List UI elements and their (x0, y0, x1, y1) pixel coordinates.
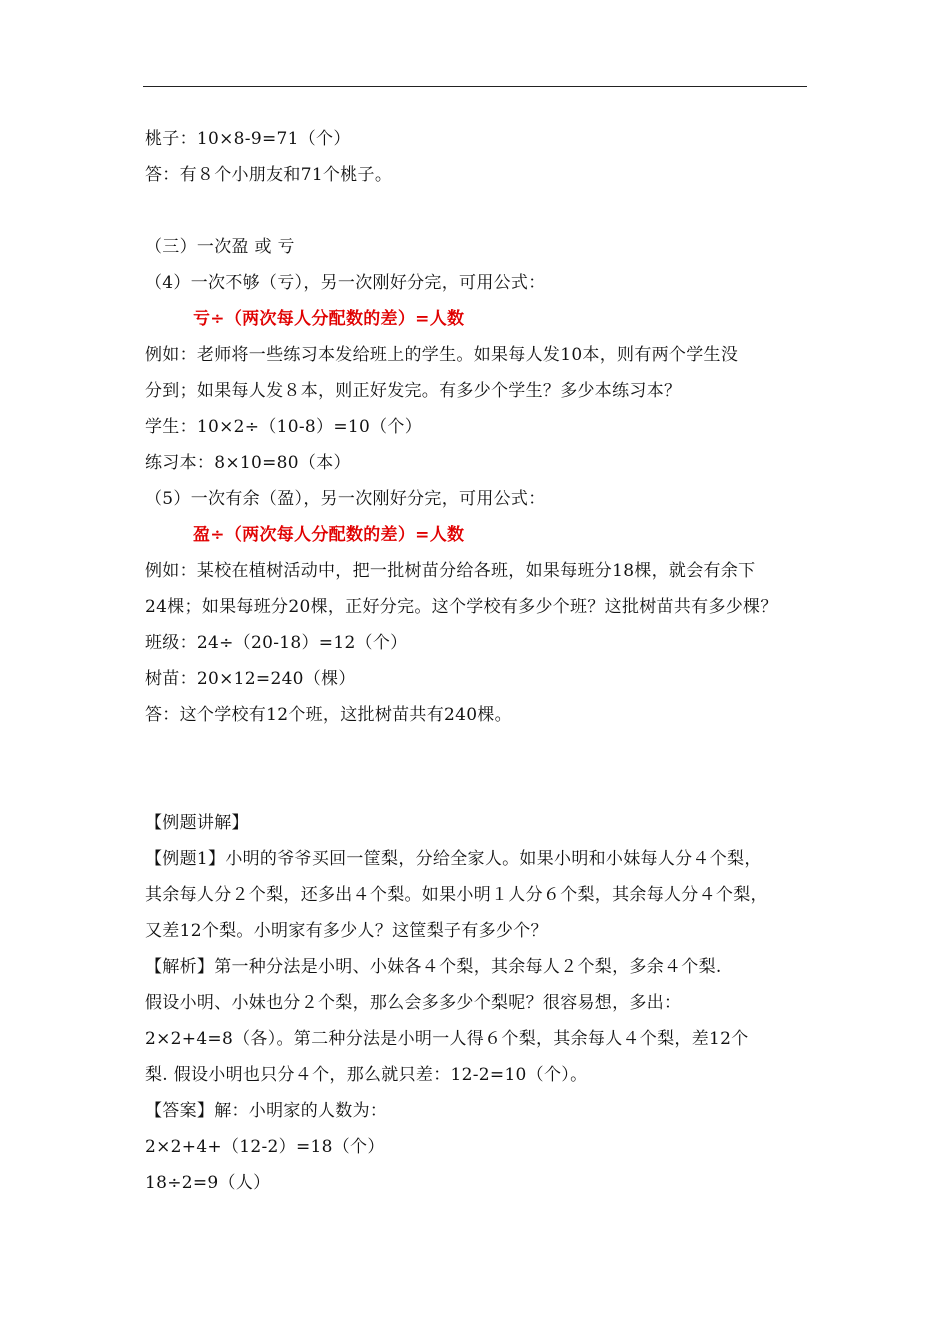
text-line: 例如：某校在植树活动中，把一批树苗分给各班，如果每班分18棵，就会有余下 (145, 561, 756, 581)
text-line: 其余每人分２个梨，还多出４个梨。如果小明１人分６个梨，其余每人分４个梨， (145, 885, 768, 905)
section-heading: （三）一次盈 或 亏 (145, 237, 295, 257)
text-line: 梨. 假设小明也只分４个，那么就只差：12-2=10（个）。 (145, 1065, 588, 1085)
text-line: 桃子：10×8-9=71（个） (145, 129, 351, 149)
text-line: 练习本：8×10=80（本） (145, 453, 351, 473)
text-line: 班级：24÷（20-18）=12（个） (145, 633, 408, 653)
text-line: 24棵；如果每班分20棵，正好分完。这个学校有多少个班？这批树苗共有多少棵？ (145, 597, 778, 617)
text-line: 假设小明、小妹也分２个梨，那么会多多少个梨呢？很容易想，多出： (145, 993, 682, 1013)
text-line: 例如：老师将一些练习本发给班上的学生。如果每人发10本，则有两个学生没 (145, 345, 739, 365)
section-heading: 【例题讲解】 (145, 813, 249, 833)
text-line: （4）一次不够（亏），另一次刚好分完，可用公式： (145, 273, 546, 293)
text-line: 2×2+4+（12-2）=18（个） (145, 1137, 385, 1157)
text-line: 2×2+4=8（各）。第二种分法是小明一人得６个梨，其余每人４个梨，差12个 (145, 1029, 749, 1049)
text-line: 【解析】第一种分法是小明、小妹各４个梨，其余每人２个梨，多余４个梨. (145, 957, 722, 977)
text-line: 又差12个梨。小明家有多少人？这筐梨子有多少个？ (145, 921, 548, 941)
text-line: 【例题1】小明的爷爷买回一筐梨，分给全家人。如果小明和小妹每人分４个梨， (145, 849, 762, 869)
text-line: 【答案】解：小明家的人数为： (145, 1101, 388, 1121)
header-rule (143, 86, 807, 87)
text-line: 学生：10×2÷（10-8）=10（个） (145, 417, 423, 437)
text-line: （5）一次有余（盈），另一次刚好分完，可用公式： (145, 489, 546, 509)
formula-deficit: 亏÷（两次每人分配数的差）=人数 (193, 309, 465, 329)
text-line: 分到；如果每人发８本，则正好发完。有多少个学生？多少本练习本？ (145, 381, 682, 401)
text-line: 18÷2=9（人） (145, 1173, 271, 1193)
text-line: 答：这个学校有12个班，这批树苗共有240棵。 (145, 705, 512, 725)
text-line: 树苗：20×12=240（棵） (145, 669, 356, 689)
text-line: 答：有８个小朋友和71个桃子。 (145, 165, 393, 185)
formula-surplus: 盈÷（两次每人分配数的差）=人数 (193, 525, 465, 545)
